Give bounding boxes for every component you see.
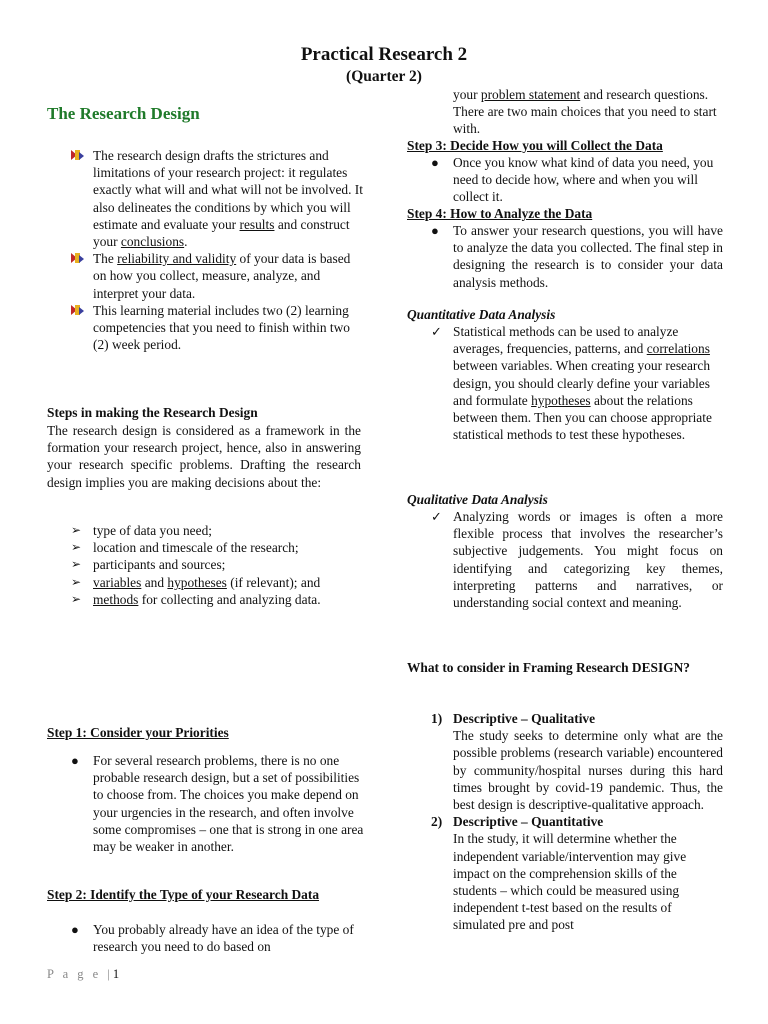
bullet-dot-icon: ● (431, 155, 439, 170)
footer-label: P a g e | (47, 967, 113, 981)
para-text: your (453, 87, 481, 102)
step4-heading (407, 205, 592, 222)
decision-text: location and timescale of the research; (93, 540, 299, 556)
steps-heading: Steps in making the Research Design (47, 405, 258, 420)
step1-text: For several research problems, there is no one probable research design, but a set of possibilities to choose from. The choices you make depend on your urgencies in the research, and often involve some compromises – one that is strong in one area may be weaker in another. (93, 753, 364, 855)
framing-item (407, 710, 723, 813)
decision-text: for collecting and analyzing data. (138, 591, 321, 607)
quant-text: between variables. When creating your research design, you should clearly define your variables and formulate (453, 358, 711, 408)
bullet-text: of your data is based on how you collect, measure, analyze, and interpret your data. (93, 251, 351, 301)
quant-text: Statistical methods can be used to analyze averages, frequencies, patterns, and (453, 324, 679, 357)
step1-heading-text: Step 1: Consider your Priorities (47, 725, 229, 740)
bullet-text: . (184, 234, 188, 250)
framing-item-text: In the study, it will determine whether the independent variable/intervention may give impact on the comprehension skills of the students – which could be measured using independent t-test based on the results of simulated pre and post (453, 831, 687, 933)
decision-list (47, 522, 365, 608)
intro-bullet (47, 147, 365, 250)
quant-heading: Quantitative Data Analysis (407, 307, 556, 322)
qual-text: Analyzing words or images is often a more flexible process that involves the researcher’s subjective judgements. You might focus on identifying and categorizing key themes, interpreting patterns and narratives, or understanding social context and meaning. (453, 509, 723, 611)
page-number: 1 (112, 967, 120, 981)
item-number: 1) (431, 711, 443, 726)
step2-bullet (47, 921, 365, 955)
decision-item (47, 591, 365, 608)
step1-bullet (47, 752, 365, 855)
chevron-right-icon: ➢ (71, 523, 82, 537)
bullet-dot-icon: ● (71, 753, 79, 768)
arrow-bullet-icon (71, 305, 83, 316)
step2-list (47, 921, 365, 955)
quant-item (407, 323, 725, 443)
step1-heading (47, 724, 229, 741)
bullet-dot-icon: ● (431, 223, 439, 238)
decision-text: (if relevant); and (226, 574, 321, 590)
arrow-bullet-icon (71, 253, 83, 264)
framing-item (407, 813, 723, 933)
checkmark-icon: ✓ (431, 509, 442, 524)
steps-paragraph: The research design is considered as a framework in the formation your research project, hence, also in answering your research specific problems. Drafting the research design implies you are making decisions about the: (47, 423, 361, 490)
link-correlations: correlations (646, 341, 710, 357)
document-subtitle: (Quarter 2) (346, 68, 422, 85)
framing-item-title: Descriptive – Quantitative (453, 814, 604, 830)
quant-text: about the relations between them. Then you can choose appropriate statistical methods to test these hypotheses. (453, 392, 712, 443)
chevron-right-icon: ➢ (71, 574, 82, 589)
link-methods: methods (93, 591, 139, 607)
qual-item (407, 508, 723, 611)
para-text: and research questions. There are two main choices that you need to start with. (453, 87, 717, 137)
chevron-right-icon: ➢ (71, 591, 82, 606)
step2-continued (453, 86, 723, 138)
bullet-text: The (93, 251, 118, 267)
step3-heading-text: Step 3: Decide How you will Collect the Data (407, 138, 663, 153)
item-number: 2) (431, 814, 443, 830)
bullet-text: and construct your (93, 216, 350, 250)
step3-bullet (407, 154, 725, 206)
arrow-bullet-icon (71, 150, 83, 161)
bullet-text: The research design drafts the strictures and limitations of your research project: it regulates exactly what will and what will not be involved. It also delineates the conditions by which you will estimate and evaluate your (93, 148, 363, 232)
bullet-link-reliability: reliability and validity (117, 251, 237, 267)
step2-text: You probably already have an idea of the type of research you need to do based on (93, 922, 354, 955)
left-column (47, 147, 365, 353)
decision-item (47, 522, 365, 539)
link-variables: variables (93, 574, 142, 590)
checkmark-icon: ✓ (431, 324, 442, 339)
qual-heading: Qualitative Data Analysis (407, 492, 548, 507)
decision-text: participants and sources; (93, 557, 226, 573)
decision-item (47, 574, 365, 591)
step4-text: To answer your research questions, you will have to analyze the data you collected. The final step in designing the research is to consider your data analysis methods. (453, 223, 723, 290)
quant-list (407, 323, 725, 443)
intro-bullet-list (47, 147, 365, 353)
qual-list (407, 508, 723, 611)
step3-text: Once you know what kind of data you need, you need to decide how, where and when you will collect it. (453, 155, 714, 205)
framing-heading: What to consider in Framing Research DESIGN? (407, 660, 690, 675)
decision-item (47, 539, 365, 556)
step4-bullet (407, 222, 723, 291)
bullet-text: This learning material includes two (2) learning competencies that you need to finish within two (2) week period. (93, 302, 350, 353)
framing-item-text: The study seeks to determine only what are the possible problems (research variable) encountered by community/hospital nurses during this hard times brought by covid-19 pandemic. Thus, the best design is descriptive-qualitative approach. (453, 728, 723, 813)
document-title: Practical Research 2 (300, 44, 468, 65)
step3-list (407, 154, 725, 206)
decision-text: and (141, 574, 168, 590)
bullet-link-conclusions: conclusions (120, 234, 185, 250)
page-footer (47, 966, 119, 983)
bullet-dot-icon: ● (71, 922, 79, 937)
section-title: The Research Design (47, 104, 200, 123)
step4-list (407, 222, 723, 291)
link-hypotheses: hypotheses (531, 392, 591, 408)
chevron-right-icon: ➢ (71, 557, 82, 572)
step2-heading-text: Step 2: Identify the Type of your Research Data (47, 887, 320, 902)
bullet-link-results: results (239, 216, 275, 232)
chevron-right-icon: ➢ (71, 540, 82, 555)
link-problem-statement: problem statement (480, 87, 581, 102)
decision-text: type of data you need; (93, 523, 212, 538)
step3-heading (407, 137, 663, 154)
intro-bullet (47, 302, 365, 354)
framing-list (407, 710, 723, 934)
link-hypotheses: hypotheses (167, 574, 227, 590)
step4-heading-text: Step 4: How to Analyze the Data (407, 206, 593, 221)
step2-heading (47, 886, 347, 903)
decision-item (47, 556, 365, 573)
intro-bullet (47, 250, 365, 302)
step1-list (47, 752, 365, 855)
framing-item-title: Descriptive – Qualitative (453, 711, 596, 726)
